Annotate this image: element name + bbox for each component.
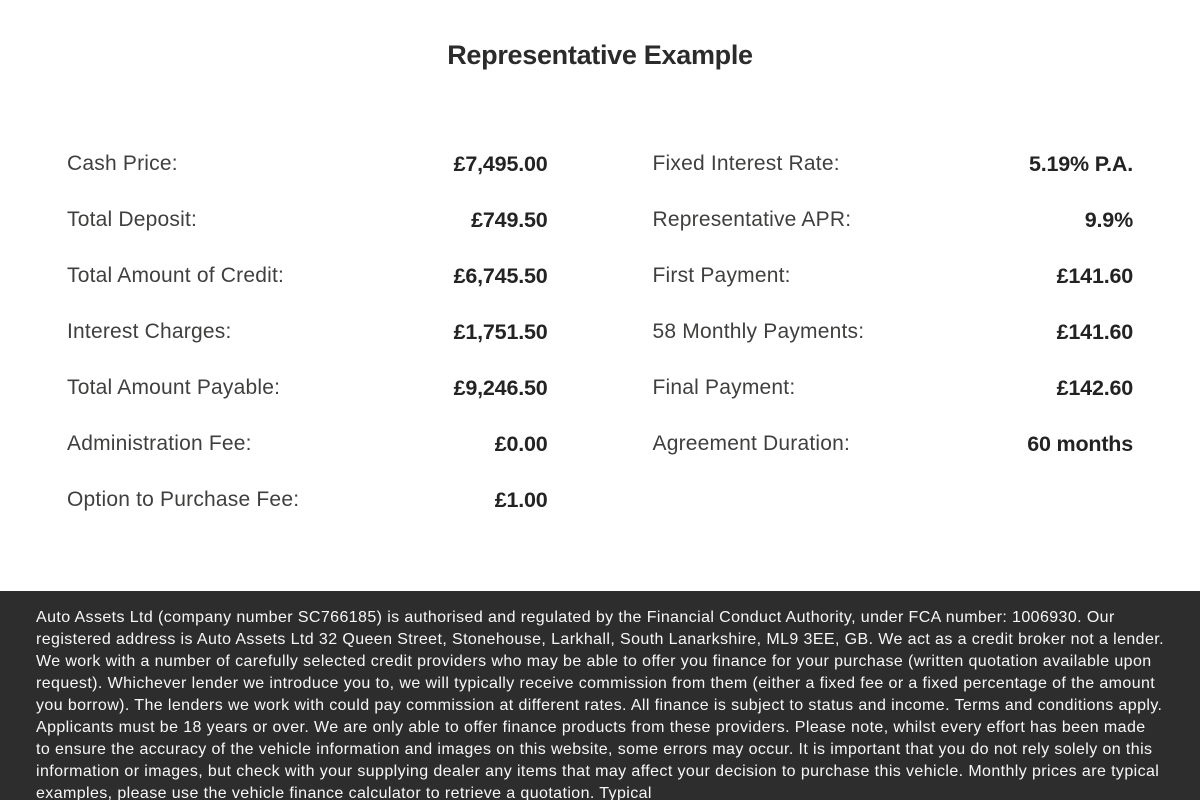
legal-footer xyxy=(0,591,1200,800)
finance-value: £6,745.50 xyxy=(453,263,548,288)
legal-disclaimer-text: Auto Assets Ltd (company number SC766185) is authorised and regulated by the Financial Conduct Authority, under FCA number: 1006930. Our registered address is Auto Assets Ltd 32 Queen Street, Stonehouse, Larkhall, South Lanarkshire, ML9 3EE, GB. We act as a credit broker not a lender. We work with a number of carefully selected credit providers who may be able to offer you finance for your purchase (written quotation available upon request). Whichever lender we introduce you to, we will typically receive commission from them (either a fixed fee or a fixed percentage of the amount you borrow). The lenders we work with could pay commission at different rates. All finance is subject to status and income. Terms and conditions apply. Applicants must be 18 years or over. We are only able to offer finance products from these providers. Please note, whilst every effort has been made to ensure the accuracy of the vehicle information and images on this website, some errors may occur. It is important that you do not rely solely on this information or images, but check with your supplying dealer any items that may affect your decision to purchase this vehicle. Monthly prices are typical examples, please use the vehicle finance calculator to retrieve a quotation. Typical xyxy=(36,609,1164,800)
finance-row-interest-charges xyxy=(67,304,548,360)
finance-label: Option to Purchase Fee: xyxy=(67,488,300,511)
finance-row-cash-price xyxy=(67,136,548,192)
finance-label: First Payment: xyxy=(652,264,791,287)
page-title: Representative Example xyxy=(447,40,753,70)
finance-label: Agreement Duration: xyxy=(652,432,851,455)
finance-value: £141.60 xyxy=(1056,263,1133,288)
finance-value: £749.50 xyxy=(471,207,548,232)
finance-label: Interest Charges: xyxy=(67,320,232,343)
finance-row-option-to-purchase-fee xyxy=(67,472,548,528)
finance-row-total-amount-payable xyxy=(67,360,548,416)
finance-column-left xyxy=(67,136,548,528)
finance-row-final-payment xyxy=(653,360,1134,416)
finance-row-representative-apr xyxy=(653,192,1134,248)
finance-row-total-amount-of-credit xyxy=(67,248,548,304)
finance-label: Administration Fee: xyxy=(67,432,252,455)
finance-value: £142.60 xyxy=(1056,375,1133,400)
finance-label: Representative APR: xyxy=(652,208,852,231)
finance-row-first-payment xyxy=(653,248,1134,304)
finance-label: Fixed Interest Rate: xyxy=(652,152,840,175)
finance-grid xyxy=(67,136,1133,528)
finance-label: Total Deposit: xyxy=(67,208,198,231)
finance-row-administration-fee xyxy=(67,416,548,472)
finance-value: £0.00 xyxy=(494,431,548,456)
finance-value: £141.60 xyxy=(1056,319,1133,344)
finance-row-fixed-interest-rate xyxy=(653,136,1134,192)
finance-label: 58 Monthly Payments: xyxy=(652,320,865,343)
finance-column-right xyxy=(653,136,1134,472)
finance-row-monthly-payments xyxy=(653,304,1134,360)
finance-row-total-deposit xyxy=(67,192,548,248)
finance-value: £7,495.00 xyxy=(453,151,548,176)
finance-value: 5.19% P.A. xyxy=(1029,151,1133,176)
finance-label: Final Payment: xyxy=(652,376,796,399)
finance-label: Cash Price: xyxy=(67,152,178,175)
finance-value: £1.00 xyxy=(494,487,548,512)
finance-value: £1,751.50 xyxy=(453,319,548,344)
finance-row-agreement-duration xyxy=(653,416,1134,472)
finance-value: 9.9% xyxy=(1084,207,1133,232)
finance-label: Total Amount Payable: xyxy=(67,376,281,399)
finance-label: Total Amount of Credit: xyxy=(67,264,285,287)
finance-value: 60 months xyxy=(1027,431,1133,456)
finance-value: £9,246.50 xyxy=(453,375,548,400)
